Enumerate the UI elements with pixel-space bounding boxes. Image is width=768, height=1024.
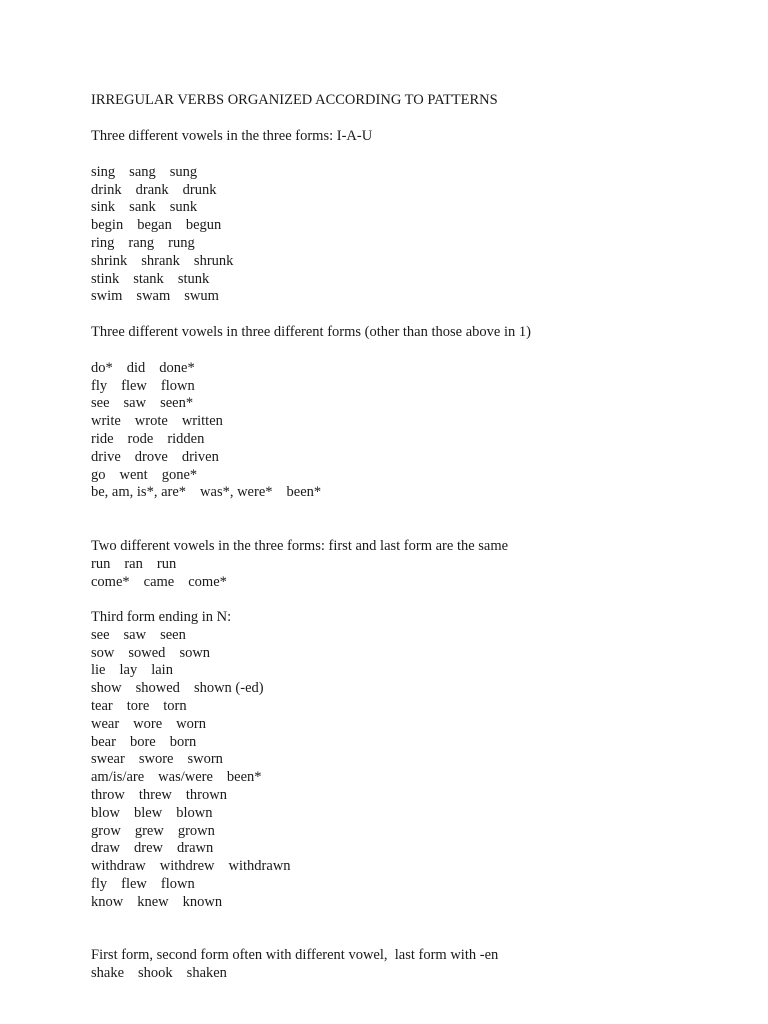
base-form: withdraw (91, 858, 146, 875)
past-form: rang (128, 235, 155, 251)
base-form: shrink (91, 252, 128, 269)
participle-form: sunk (169, 199, 198, 216)
verb-row (91, 198, 197, 216)
participle-form: lain (151, 662, 173, 679)
verb-row (91, 964, 227, 982)
past-form: ran (124, 555, 143, 572)
participle-form: rung (168, 235, 195, 251)
verb-row (91, 839, 213, 857)
base-form: ring (91, 235, 115, 251)
past-form: stank (133, 270, 164, 287)
past-form: came (143, 573, 175, 590)
base-form: grow (91, 822, 121, 839)
participle-form: thrown (185, 787, 227, 803)
base-form: know (91, 893, 124, 910)
past-form: sang (129, 163, 156, 180)
base-form: fly (91, 876, 108, 892)
verb-row (91, 733, 196, 751)
section-heading: Two different vowels in the three forms: first and last form are the same (91, 538, 509, 554)
participle-form: blown (176, 804, 213, 821)
base-form: run (91, 555, 111, 572)
participle-form: run (156, 555, 177, 572)
verb-row (91, 252, 233, 270)
participle-form: born (169, 733, 197, 750)
base-form: bear (91, 733, 116, 750)
verb-row (91, 377, 195, 395)
participle-form: written (181, 413, 223, 430)
past-form: sowed (128, 644, 166, 661)
participle-form: flown (160, 876, 195, 892)
verb-row (91, 466, 197, 484)
verb-row (91, 822, 215, 840)
verb-row (91, 181, 216, 199)
verb-row (91, 697, 187, 715)
section-heading: Three different vowels in three different forms (other than those above in 1) (91, 324, 531, 340)
past-form: shrank (141, 252, 180, 269)
verb-row (91, 483, 321, 501)
base-form: wear (91, 715, 120, 732)
base-form: drive (91, 448, 121, 465)
participle-form: come* (188, 573, 227, 590)
participle-form: grown (177, 822, 215, 839)
participle-form: gone* (161, 466, 198, 483)
base-form: be, am, is*, are* (91, 484, 187, 501)
past-form: shook (138, 964, 173, 981)
base-form: shake (91, 964, 125, 981)
base-form: swear (91, 751, 125, 768)
base-form: ride (91, 431, 114, 447)
section-heading: First form, second form often with different vowel, last form with -en (91, 947, 499, 963)
participle-form: sown (179, 644, 211, 661)
past-form: did (126, 359, 146, 376)
verb-row (91, 857, 291, 875)
past-form: saw (123, 395, 147, 412)
verb-row (91, 644, 210, 662)
base-form: sink (91, 199, 116, 216)
section-heading: Three different vowels in the three forms: I-A-U (91, 128, 373, 144)
base-form: sing (91, 163, 116, 180)
participle-form: ridden (167, 431, 205, 447)
verb-row (91, 430, 204, 448)
verb-row (91, 555, 176, 573)
participle-form: done* (159, 359, 195, 376)
verb-row (91, 573, 227, 591)
participle-form: shown (-ed) (193, 680, 264, 697)
past-form: saw (123, 626, 147, 643)
past-form: blew (134, 804, 163, 821)
participle-form: worn (176, 715, 206, 732)
base-form: lie (91, 662, 106, 679)
past-form: flew (121, 876, 147, 892)
past-form: swore (138, 751, 174, 768)
participle-form: been* (286, 484, 322, 501)
past-form: was*, were* (200, 484, 273, 501)
past-form: went (119, 466, 148, 483)
participle-form: flown (160, 377, 195, 394)
participle-form: seen* (160, 395, 194, 412)
verb-row (91, 875, 195, 893)
participle-form: shaken (186, 964, 227, 981)
participle-form: stunk (177, 270, 210, 287)
base-form: stink (91, 270, 120, 287)
past-form: lay (119, 662, 138, 679)
past-form: knew (137, 893, 169, 910)
document-title: IRREGULAR VERBS ORGANIZED ACCORDING TO PATTERNS (91, 92, 498, 108)
verb-row (91, 270, 209, 288)
verb-row (91, 786, 227, 804)
participle-form: begun (185, 217, 222, 234)
verb-row (91, 394, 193, 412)
participle-form: drawn (177, 840, 214, 857)
base-form: go (91, 466, 106, 483)
participle-form: withdrawn (228, 858, 291, 875)
past-form: withdrew (159, 858, 215, 875)
base-form: begin (91, 217, 124, 234)
participle-form: driven (181, 448, 219, 465)
base-form: do* (91, 359, 113, 376)
participle-form: swum (184, 288, 219, 305)
verb-row (91, 287, 219, 305)
verb-row (91, 359, 195, 377)
base-form: am/is/are (91, 769, 145, 786)
past-form: wrote (134, 413, 168, 430)
verb-row (91, 661, 173, 679)
base-form: write (91, 413, 121, 430)
base-form: drink (91, 181, 122, 198)
past-form: drank (135, 181, 169, 198)
past-form: bore (129, 733, 156, 750)
verb-row (91, 750, 223, 768)
participle-form: sworn (187, 751, 223, 768)
base-form: show (91, 680, 122, 697)
verb-row (91, 412, 223, 430)
past-form: drove (134, 448, 168, 465)
base-form: throw (91, 787, 125, 803)
base-form: sow (91, 644, 115, 661)
past-form: tore (126, 698, 150, 714)
past-form: swam (136, 288, 171, 305)
participle-form: seen (160, 626, 186, 643)
base-form: see (91, 395, 110, 412)
base-form: fly (91, 377, 108, 394)
participle-form: sung (169, 163, 198, 180)
base-form: come* (91, 573, 130, 590)
verb-row (91, 768, 262, 786)
past-form: was/were (158, 769, 213, 786)
past-form: began (137, 217, 172, 234)
base-form: draw (91, 840, 120, 857)
base-form: see (91, 626, 110, 643)
verb-row (91, 679, 264, 697)
participle-form: drunk (182, 181, 217, 198)
base-form: swim (91, 288, 123, 305)
verb-row (91, 715, 206, 733)
past-form: rode (127, 431, 154, 447)
verb-row (91, 216, 221, 234)
past-form: grew (134, 822, 164, 839)
verb-row (91, 234, 195, 252)
past-form: drew (134, 840, 163, 857)
past-form: flew (121, 377, 147, 394)
section-heading: Third form ending in N: (91, 609, 232, 625)
participle-form: torn (163, 698, 187, 714)
past-form: wore (133, 715, 163, 732)
base-form: tear (91, 698, 113, 714)
verb-row (91, 804, 212, 822)
verb-row (91, 626, 186, 644)
past-form: sank (129, 199, 156, 216)
base-form: blow (91, 804, 120, 821)
past-form: showed (135, 680, 180, 697)
past-form: threw (138, 787, 172, 803)
verb-row (91, 448, 219, 466)
participle-form: shrunk (193, 252, 234, 269)
participle-form: known (182, 893, 223, 910)
verb-row (91, 893, 222, 911)
verb-row (91, 163, 197, 181)
participle-form: been* (226, 769, 262, 786)
